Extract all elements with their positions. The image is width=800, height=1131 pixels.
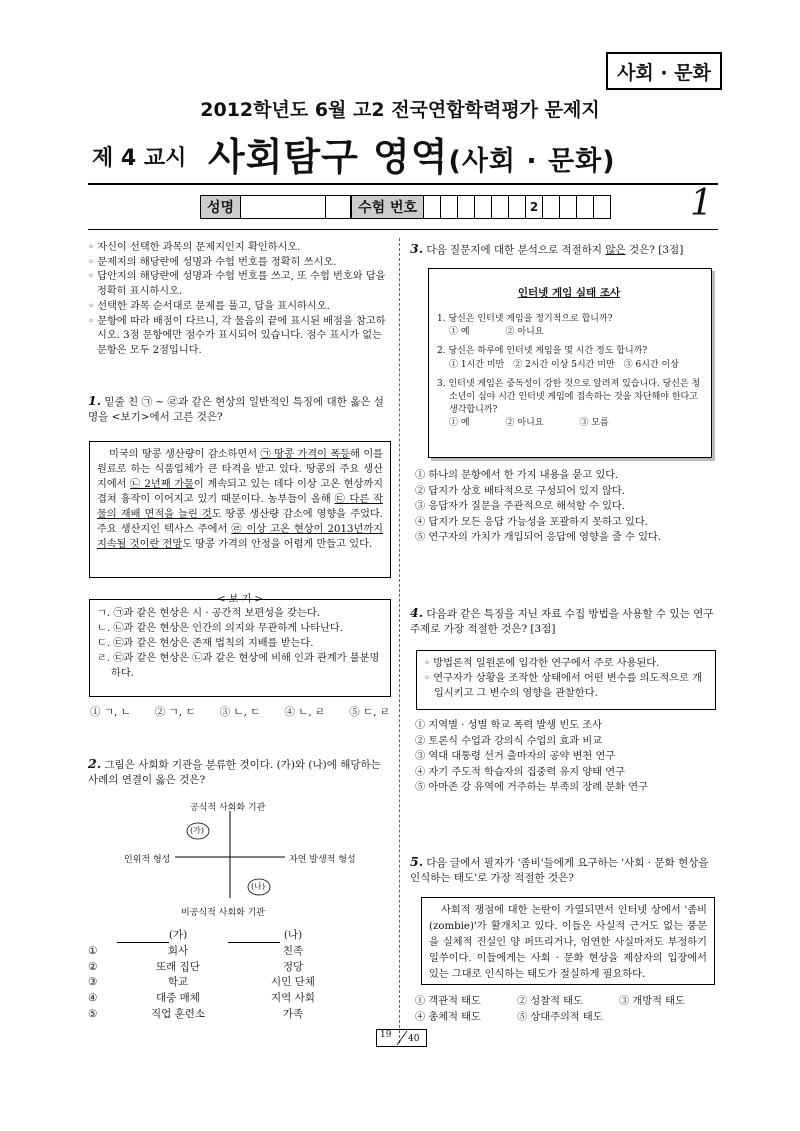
survey-question: 2. 당신은 하루에 인터넷 게임을 몇 시간 정도 합니까? xyxy=(437,346,648,357)
survey-options: ① 예 ② 아니요 ③ 모름 xyxy=(449,418,609,429)
instructions xyxy=(88,241,393,359)
title-sub: (사회 · 문화) xyxy=(448,146,616,177)
q5-stem xyxy=(410,854,718,886)
q3-stem: 3. 다음 질문지에 대한 분석으로 적절하지 않은 것은? [3점] xyxy=(410,241,684,256)
name-label: 성명 xyxy=(201,196,241,218)
q4-box: ◦ 방법론적 일원론에 입각한 연구에서 주로 사용된다. ◦ 연구자가 상황을 조작한 상태에서 어떤 변수를 의도적으로 개입시키고 그 변수의 영향을 관찰한다. xyxy=(416,650,716,710)
bogi-item: ㄷ. ㉢과 같은 현상은 존재 법칙의 지배를 받는다. xyxy=(97,638,314,649)
choice[interactable]: ③ 응답자가 질문을 주관적으로 해석할 수 있다. xyxy=(415,501,625,512)
q4-number: 4. xyxy=(410,605,424,620)
exam-no-label: 수험 번호 xyxy=(351,196,424,218)
q1-stem-text: 밑줄 친 ㉠ ~ ㉣과 같은 현상의 일반적인 특징에 대한 옳은 설명을 <보기>에서 고른 것은? xyxy=(88,396,384,423)
q5-number: 5. xyxy=(410,854,424,869)
title-main: 사회탐구 영역 xyxy=(208,135,449,179)
col-ga-header: (가) xyxy=(168,929,188,941)
q1-passage: 미국의 땅콩 생산량이 감소하면서 ㉠ 땅콩 가격이 폭등해 이를 원료로 하는 식품업체가 큰 타격을 받고 있다. 땅콩의 주요 생산지에서 ㉡ 2년째 가뭄이 계속되고 있는 데다 이상 고온 현상까지 겹쳐 흉작이 이어지고 있기 때문이다. 농부들이 올해 ㉢ 다른 작물의 재배 면적을 늘린 것도 땅콩 생산량 감소에 영향을 주었다. 주요 생산지인 텍사스 주에서 ㉣ 이상 고온 현상이 2013년까지 지속될 것이란 전망도 땅콩 가격의 안정을 어렵게 만들고 있다. xyxy=(89,441,391,578)
ga-mark: (가) xyxy=(190,826,204,835)
choice[interactable]: ⑤ ㄷ, ㄹ xyxy=(349,706,390,718)
instruction-item: ◦ 문제지의 해당란에 성명과 수험 번호를 정확히 쓰시오. xyxy=(88,256,337,268)
survey-options: ① 1시간 미만 ② 2시간 이상 5시간 미만 ③ 6시간 이상 xyxy=(449,359,679,370)
exam-no-cells[interactable] xyxy=(424,196,610,218)
spacer xyxy=(326,196,351,218)
axis-bottom-label: 비공식적 사회화 기관 xyxy=(181,908,265,918)
axis-right-label: 자연 발생적 형성 xyxy=(289,855,356,865)
q4-choices xyxy=(415,718,715,796)
q3-number: 3. xyxy=(410,241,424,256)
q2-stem-text: 그림은 사회화 기관을 분류한 것이다. (가)와 (나)에 해당하는 사례의 연결이 옳은 것은? xyxy=(88,759,381,786)
choice[interactable]: ① ㄱ, ㄴ xyxy=(90,706,131,718)
bogi-item: ㄹ. ㉢과 같은 현상은 ㉡과 같은 현상에 비해 인과 관계가 불분명하다. xyxy=(97,653,380,679)
choice[interactable]: ④ 자기 주도적 학습자의 집중력 유지 양태 연구 xyxy=(415,766,625,778)
choice[interactable]: ③ 개방적 태도 xyxy=(619,996,685,1007)
survey-body xyxy=(437,313,703,431)
q2-stem xyxy=(88,756,393,788)
table-row[interactable]: ① 회사 친족 xyxy=(88,944,304,957)
choice[interactable]: ② ㄱ, ㄷ xyxy=(154,706,196,718)
page-footer xyxy=(376,1029,427,1047)
page-title xyxy=(208,126,616,181)
col-na-header: (나) xyxy=(283,929,303,941)
exam-header-title: 2012학년도 6월 고2 전국연합학력평가 문제지 xyxy=(200,99,600,121)
q4-stem-text: 다음과 같은 특징을 지닌 자료 수집 방법을 사용할 수 있는 연구 주제로 가장 적절한 것은? [3점] xyxy=(410,608,714,635)
choice[interactable]: ① 하나의 문항에서 한 가지 내용을 묻고 있다. xyxy=(415,470,619,481)
choice[interactable]: ① 객관적 태도 xyxy=(415,996,481,1007)
instruction-item: ◦ 선택한 과목 순서대로 문제를 풀고, 답을 표시하시오. xyxy=(88,300,330,312)
choice[interactable]: ⑤ 상대주의적 태도 xyxy=(517,1012,603,1023)
period-label: 제 4 교시 xyxy=(92,146,187,171)
q1-bogi-label: < 보 기 > xyxy=(217,594,263,605)
table-row[interactable]: ⑤ 직업 훈련소 가족 xyxy=(88,1007,304,1020)
page-number: 1 xyxy=(690,183,713,224)
header-bottom-line xyxy=(88,229,718,230)
instruction-item: ◦ 답안지의 해당란에 성명과 수험 번호를 쓰고, 또 수험 번호와 답을 정확히 표시하시오. xyxy=(88,271,386,298)
choice[interactable]: ④ 답지가 모든 응답 가능성을 포괄하지 못하고 있다. xyxy=(415,516,648,528)
survey-question: 1. 당신은 인터넷 게임을 정기적으로 합니까? xyxy=(437,314,613,324)
choice[interactable]: ③ 역대 대통령 선거 출마자의 공약 변천 연구 xyxy=(415,751,616,762)
footer-page: 19 xyxy=(380,1030,392,1040)
axis-top-label: 공식적 사회화 기관 xyxy=(190,803,266,813)
subject-tag: 사회 · 문화 xyxy=(606,52,722,90)
choice[interactable]: ③ ㄴ, ㄷ xyxy=(219,706,261,718)
instruction-item: ◦ 문항에 따라 배점이 다르니, 각 물음의 끝에 표시된 배점을 참고하시오. 3점 문항에만 점수가 표시되어 있습니다. 점수 표시가 없는 문항은 모두 2점입니다. xyxy=(88,315,386,356)
instruction-item: ◦ 자신이 선택한 과목의 문제지인지 확인하시오. xyxy=(88,242,301,253)
exam-no-digit: 2 xyxy=(526,196,543,218)
choice[interactable]: ② 답지가 상호 배타적으로 구성되어 있지 않다. xyxy=(415,485,625,497)
choice[interactable]: ④ ㄴ, ㄹ xyxy=(284,706,326,718)
axis-left-label: 인위적 형성 xyxy=(124,855,171,865)
choice[interactable]: ⑤ 아마존 강 유역에 거주하는 부족의 장례 문화 연구 xyxy=(415,782,648,793)
name-exam-bar xyxy=(200,195,611,219)
choice[interactable]: ② 성찰적 태도 xyxy=(517,996,583,1007)
choice[interactable]: ④ 총체적 태도 xyxy=(415,1012,481,1023)
survey-title: 인터넷 게임 실태 조사 xyxy=(517,287,621,299)
column-divider xyxy=(399,238,401,1043)
survey-options: ① 예 ② 아니요 xyxy=(449,327,544,338)
q1-stem xyxy=(88,393,393,425)
q2-number: 2. xyxy=(88,756,102,771)
footer-total: 40 xyxy=(408,1034,420,1044)
na-underline xyxy=(228,942,280,943)
q5-stem-text: 다음 글에서 필자가 '좀비'들에게 요구하는 '사회 · 문화 현상을 인식하는 태도'로 가장 적절한 것은? xyxy=(410,857,709,884)
q5-choices xyxy=(415,994,715,1026)
q1-bogi-box xyxy=(89,599,391,697)
bogi-item: ㄱ. ㉠과 같은 현상은 시 · 공간적 보편성을 갖는다. xyxy=(97,608,320,619)
survey-question: 3. 인터넷 게임은 중독성이 강한 것으로 알려져 있습니다. 당신은 청소년이 심야 시간 인터넷 게임에 접속하는 것을 차단해야 한다고 생각합니까? xyxy=(437,378,701,416)
q5-box: 사회적 쟁점에 대한 논란이 가열되면서 인터넷 상에서 '좀비(zombie)'가 활개치고 있다. 이들은 사실적 근거도 없는 풍문을 실체적 진실인 양 퍼뜨리거나, 엄연한 사실마저도 부정하기 일쑤이다. 이들에게는 사회 · 문화 현상을 제삼자의 입장에서 있는 그대로 인식하는 태도가 절실하게 필요하다. xyxy=(421,897,715,985)
header-divider xyxy=(88,183,718,185)
q1-choices xyxy=(90,704,390,719)
table-row[interactable]: ④ 대중 매체 지역 사회 xyxy=(88,992,315,1005)
q1-number: 1. xyxy=(88,393,102,408)
bogi-item: ㄴ. ㉡과 같은 현상은 인간의 의지와 무관하게 나타난다. xyxy=(97,623,343,634)
q3-choices xyxy=(415,468,715,546)
na-mark: (나) xyxy=(251,882,265,891)
table-row[interactable]: ② 또래 집단 정당 xyxy=(88,960,304,973)
choice[interactable]: ① 지역별 · 성별 학교 폭력 발생 빈도 조사 xyxy=(415,720,602,731)
q4-stem xyxy=(410,605,718,637)
ga-underline xyxy=(117,942,169,943)
table-row[interactable]: ③ 학교 시민 단체 xyxy=(88,976,315,989)
name-field[interactable] xyxy=(241,196,326,218)
choice[interactable]: ② 토론식 수업과 강의식 수업의 효과 비교 xyxy=(415,735,603,747)
choice[interactable]: ⑤ 연구자의 가치가 개입되어 응답에 영향을 줄 수 있다. xyxy=(415,532,661,543)
